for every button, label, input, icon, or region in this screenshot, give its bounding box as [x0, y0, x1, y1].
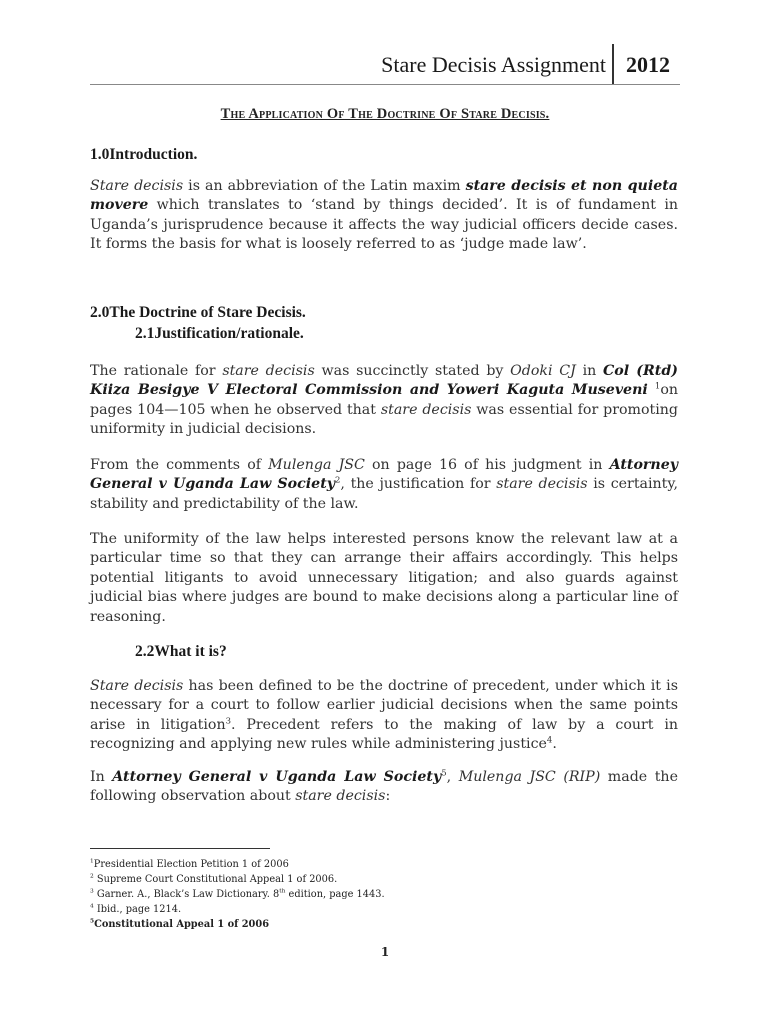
subsection-heading-justification: 2.1Justification/rationale. — [135, 325, 304, 342]
paragraph-uniformity: The uniformity of the law helps interested persons know the relevant law at a particular time so that they can arrange their affairs accordingly. This helps potential litigants to avoid unnecessary litigation; and also guards against judicial bias where judges are bound to make decisions along a particular line of reasoning. — [90, 531, 678, 625]
page-header — [90, 44, 680, 85]
footnote-divider — [90, 848, 270, 849]
subsection-heading-what-it-is: 2.2What it is? — [135, 643, 227, 660]
header-year: 2012 — [626, 52, 670, 77]
footnote-ref-5: 5 — [441, 768, 447, 779]
footnote-ref-1: 1 — [654, 381, 661, 392]
section-heading-introduction: 1.0Introduction. — [90, 146, 198, 163]
paragraph-justification: From the comments of Mulenga JSC on page 16 of his judgment in Attorney General v Uganda Law Society$^2$, the justification for stare decisis is certainty, stability and predictability of the law. — [90, 457, 678, 512]
footnote-4: $^4$ Ibid., page 1214. — [90, 903, 182, 915]
paragraph-definition: Stare decisis has been defined to be the doctrine of precedent, under which it is necessary for a court to follow earlier judicial decisions when the same points arise in litigation$^3$. Precedent refers to the making of law by a court in recognizing and applying new rules while administering justice$^4$. — [90, 678, 678, 753]
document-title: The Application Of The Doctrine Of Stare Decisis. — [220, 106, 550, 122]
section-heading-doctrine: 2.0The Doctrine of Stare Decisis. — [90, 304, 306, 321]
footnotes — [90, 857, 680, 932]
paragraph-rationale: The rationale for stare decisis was succinctly stated by Odoki CJ in Col (Rtd) Kiiza Besigye V Electoral Commission and Yoweri Kaguta Museveni $^1$on pages 104—105 when he observed that stare decisis was essential for promoting uniformity in judicial decisions. — [90, 363, 678, 438]
paragraph-introduction: Stare decisis is an abbreviation of the Latin maxim stare decisis et non quieta movere which translates to ‘stand by things decided’. It is of fundament in Uganda’s jurisprudence because it affects the way judicial officers decide cases. It forms the basis for what is loosely referred to as ‘judge made law’. — [90, 178, 678, 253]
footnote-1: $^1$Presidential Election Petition 1 of 2006 — [90, 858, 289, 870]
footnote-3: $^3$ Garner. A., Black’s Law Dictionary. 8th edition, page 1443. — [90, 888, 385, 900]
page-number: 1 — [380, 945, 390, 959]
header-title: Stare Decisis Assignment — [381, 52, 606, 77]
paragraph-observation: In Attorney General v Uganda Law Society$^5$, Mulenga JSC (RIP) made the following observation about stare decisis: — [90, 768, 678, 805]
footnote-ref-3: 3 — [225, 716, 231, 727]
footnote-ref-4: 4 — [546, 735, 553, 746]
footnote-ref-2: 2 — [335, 475, 341, 486]
footnote-2: $^2$ Supreme Court Constitutional Appeal 1 of 2006. — [90, 873, 338, 885]
header-divider — [612, 44, 614, 84]
footnote-5: $^5$Constitutional Appeal 1 of 2006 — [90, 917, 270, 930]
